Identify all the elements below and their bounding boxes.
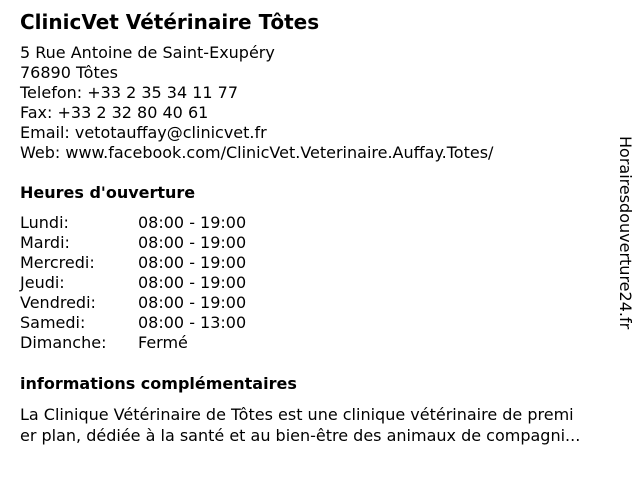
hours-day: Jeudi: [20, 273, 65, 292]
hours-row-tuesday [20, 233, 246, 253]
hours-row-wednesday [20, 253, 246, 273]
phone-number: Telefon: +33 2 35 34 11 77 [20, 83, 239, 102]
hours-time: 08:00 - 13:00 [138, 313, 247, 332]
opening-hours-heading: Heures d'ouverture [20, 183, 196, 202]
address-line-2: 76890 Tôtes [20, 63, 118, 82]
description-line-1: La Clinique Vétérinaire de Tôtes est une clinique vétérinaire de premi [20, 405, 574, 424]
website-address: Web: www.facebook.com/ClinicVet.Veterinaire.Auffay.Totes/ [20, 143, 494, 162]
hours-row-friday [20, 293, 246, 313]
hours-time: 08:00 - 19:00 [138, 213, 247, 232]
opening-hours-list [20, 213, 246, 353]
additional-info-heading: informations complémentaires [20, 374, 297, 393]
business-title: ClinicVet Vétérinaire Tôtes [20, 10, 320, 34]
hours-time: 08:00 - 19:00 [138, 293, 247, 312]
hours-time: 08:00 - 19:00 [138, 273, 247, 292]
site-watermark: Horairesdouverture24.fr [616, 136, 635, 330]
fax-number: Fax: +33 2 32 80 40 61 [20, 103, 209, 122]
hours-time: Fermé [138, 333, 188, 352]
hours-day: Vendredi: [20, 293, 96, 312]
address-line-1: 5 Rue Antoine de Saint-Exupéry [20, 43, 275, 62]
hours-day: Samedi: [20, 313, 86, 332]
hours-day: Mardi: [20, 233, 70, 252]
hours-row-saturday [20, 313, 246, 333]
description-text [20, 404, 632, 446]
email-address: Email: vetotauffay@clinicvet.fr [20, 123, 267, 142]
hours-time: 08:00 - 19:00 [138, 233, 247, 252]
description-line-2: er plan, dédiée à la santé et au bien-être des animaux de compagni... [20, 426, 581, 445]
hours-day: Mercredi: [20, 253, 95, 272]
contact-details [20, 43, 493, 163]
hours-time: 08:00 - 19:00 [138, 253, 247, 272]
hours-day: Dimanche: [20, 333, 107, 352]
hours-row-sunday [20, 333, 246, 353]
hours-row-thursday [20, 273, 246, 293]
hours-day: Lundi: [20, 213, 69, 232]
hours-row-monday [20, 213, 246, 233]
